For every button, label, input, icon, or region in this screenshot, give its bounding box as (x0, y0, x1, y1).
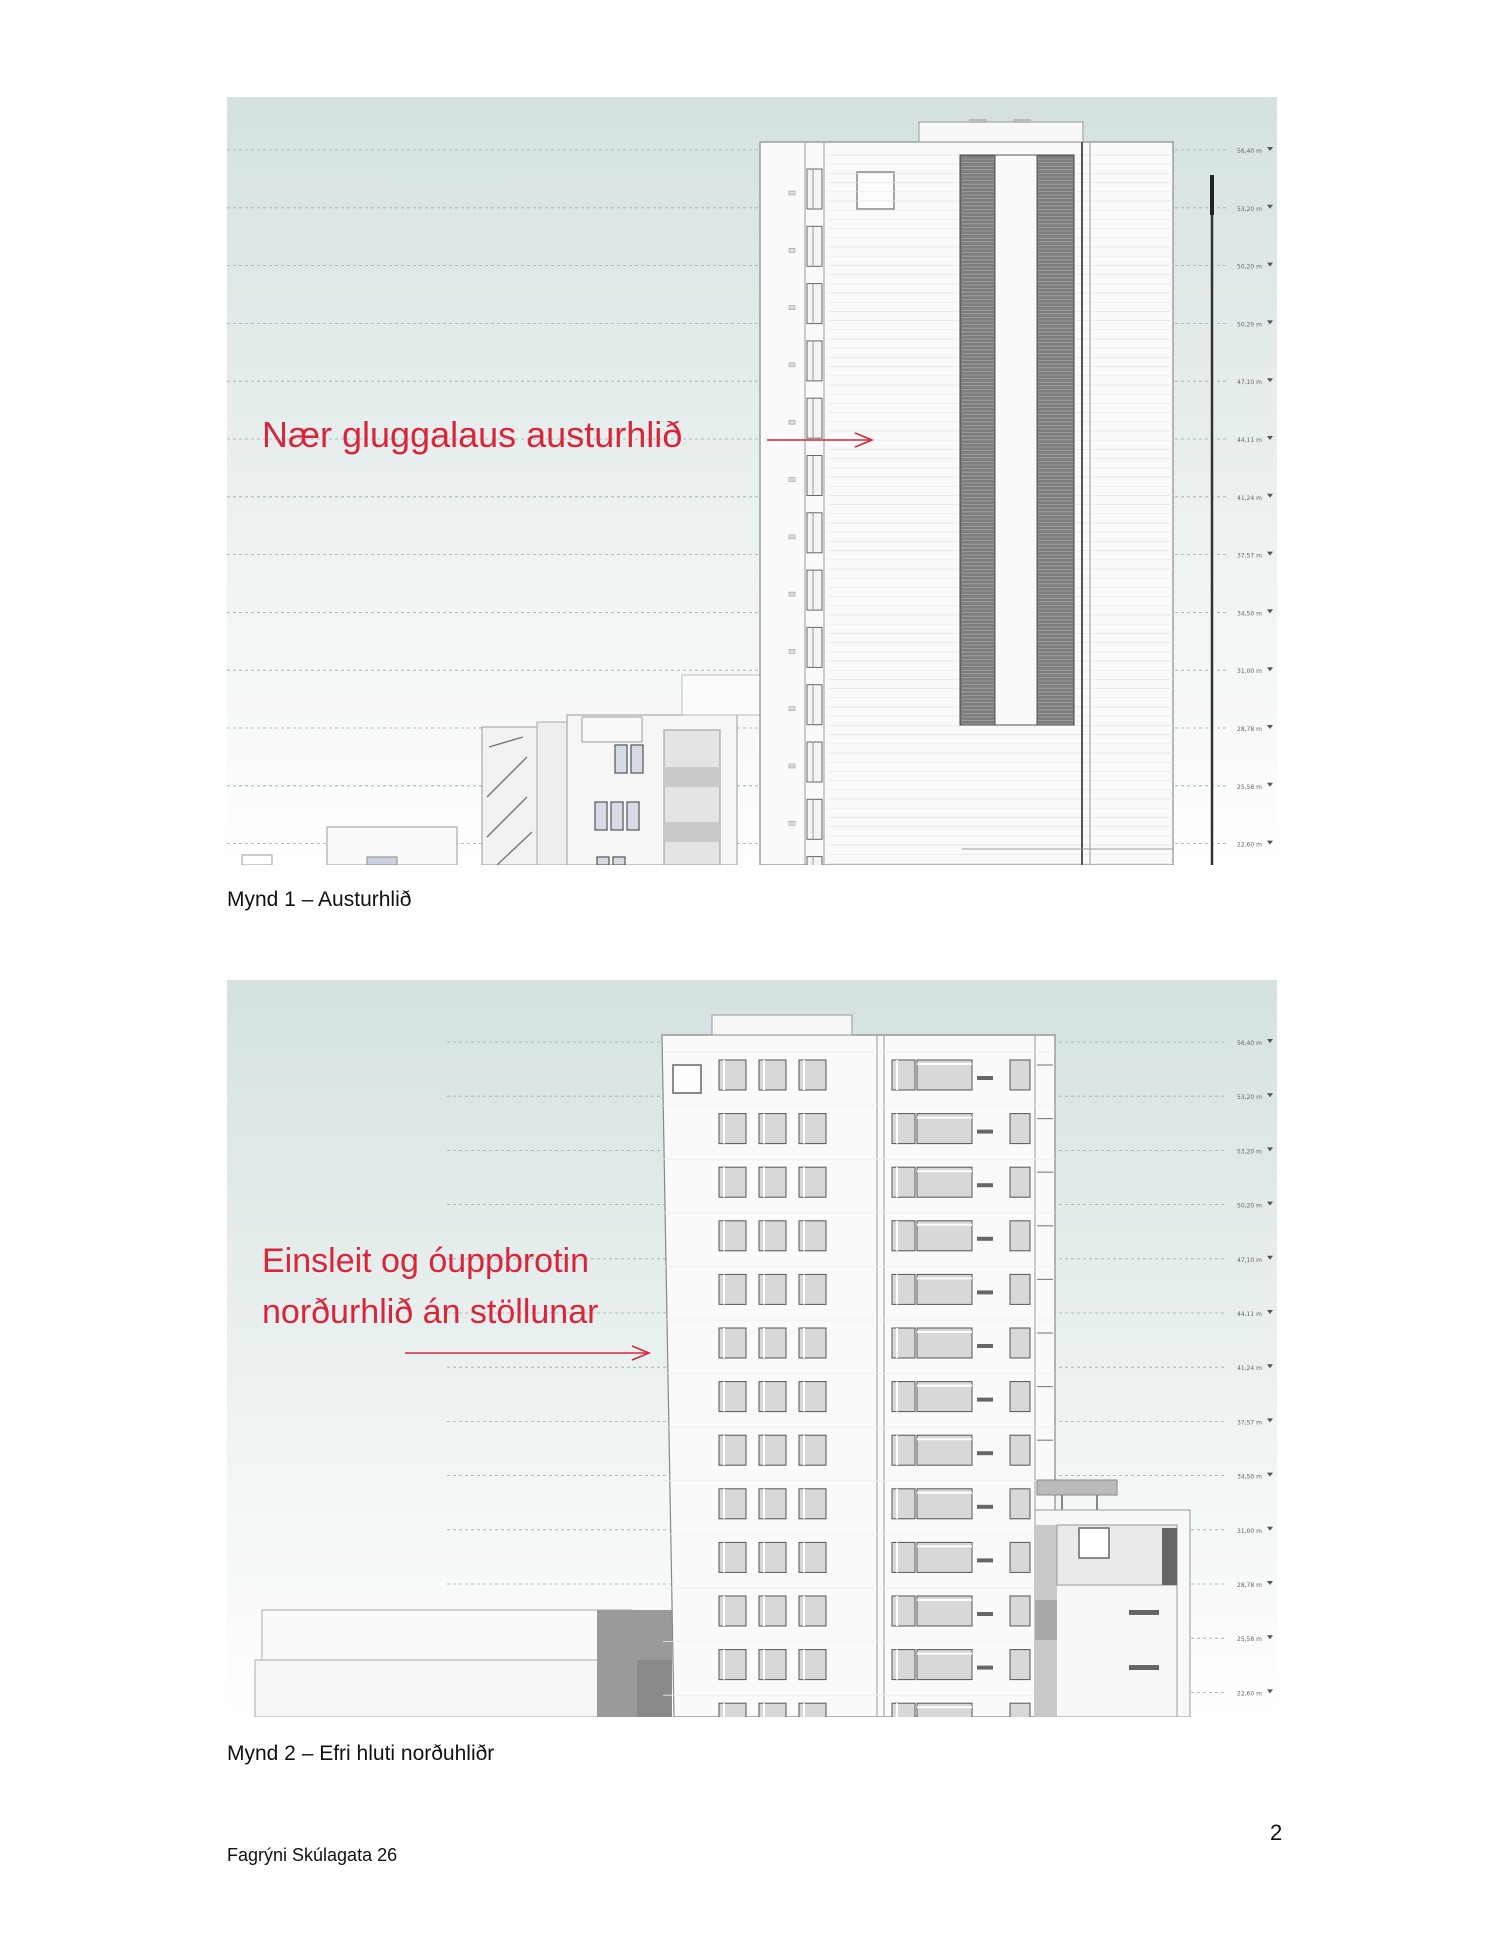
stair-tower (482, 727, 537, 865)
figure-north-facade (227, 980, 1277, 1717)
level-label: 47,10 m (1237, 379, 1262, 387)
window (892, 1489, 915, 1519)
edge-window (807, 685, 822, 725)
page-number: 2 (1270, 1820, 1283, 1845)
level-label: 34,50 m (1237, 610, 1262, 618)
window (1010, 1489, 1030, 1519)
level-label: 50,20 m (1237, 263, 1262, 271)
window (1010, 1221, 1030, 1251)
window (1010, 1435, 1030, 1465)
edge-window (807, 169, 822, 209)
edge-window (807, 627, 822, 667)
level-label: 47,10 m (1237, 1256, 1262, 1264)
figure-east-facade (227, 97, 1277, 865)
annotation-text: Einsleit og óuppbrotin (262, 1242, 590, 1280)
window (892, 1114, 915, 1144)
edge-window (807, 857, 822, 865)
level-label: 56,40 m (1237, 1040, 1262, 1047)
edge-window (807, 398, 822, 438)
window (1010, 1703, 1030, 1717)
east-facade-drawing (227, 97, 1277, 865)
level-label: 31,00 m (1237, 668, 1262, 676)
level-label: 28,78 m (1237, 1582, 1262, 1589)
level-label: 41,24 m (1237, 494, 1262, 502)
window (892, 1703, 915, 1717)
figure-1-caption: Mynd 1 – Austurhlið (227, 888, 412, 911)
level-label: 34,50 m (1237, 1473, 1262, 1481)
window (892, 1167, 915, 1197)
window (1010, 1650, 1030, 1680)
window (892, 1274, 915, 1304)
edge-window (807, 341, 822, 381)
level-label: 28,78 m (1237, 726, 1262, 733)
level-label: 25,58 m (1237, 783, 1262, 791)
window (1010, 1596, 1030, 1626)
level-label: 31,00 m (1237, 1527, 1262, 1535)
level-label: 37,57 m (1237, 1419, 1262, 1427)
level-label: 53,20 m (1237, 1148, 1262, 1156)
edge-window (807, 226, 822, 266)
window (892, 1596, 915, 1626)
window (1010, 1542, 1030, 1572)
window (1010, 1114, 1030, 1144)
vent-panel (673, 1065, 701, 1093)
window (1010, 1060, 1030, 1090)
svg-text:norðurhlið án stöllunar: norðurhlið án stöllunar (262, 1293, 599, 1331)
level-label: 41,24 m (1237, 1365, 1262, 1373)
window (892, 1060, 915, 1090)
window (892, 1328, 915, 1358)
level-label: 56,40 m (1237, 148, 1262, 155)
window (892, 1650, 915, 1680)
terrace-canopy (1037, 1480, 1117, 1495)
annotation-text: Nær gluggalaus austurhlið (262, 414, 683, 455)
level-label: 25,58 m (1237, 1636, 1262, 1644)
level-label: 22,60 m (1237, 841, 1262, 849)
window (1010, 1328, 1030, 1358)
level-label: 53,20 m (1237, 1094, 1262, 1102)
footer-title: Fagrýni Skúlagata 26 (227, 1845, 398, 1865)
level-label: 22,60 m (1237, 1690, 1262, 1698)
window (892, 1221, 915, 1251)
figure-2-caption: Mynd 2 – Efri hluti norðuhliðr (227, 1742, 495, 1765)
level-label: 50,20 m (1237, 321, 1262, 329)
window (892, 1382, 915, 1412)
edge-window (807, 742, 822, 782)
level-label: 53,20 m (1237, 205, 1262, 213)
edge-window (807, 513, 822, 553)
edge-window (807, 799, 822, 839)
level-label: 37,57 m (1237, 552, 1262, 560)
roof-structure (919, 122, 1083, 142)
window (1010, 1274, 1030, 1304)
level-label: 44,11 m (1237, 437, 1262, 444)
north-facade-drawing (227, 980, 1277, 1717)
level-label: 50,20 m (1237, 1202, 1262, 1210)
level-label: 44,11 m (1237, 1311, 1262, 1318)
edge-window (807, 456, 822, 496)
vent-panel (857, 172, 894, 209)
window (892, 1542, 915, 1572)
roof-structure (712, 1015, 852, 1035)
window (1010, 1167, 1030, 1197)
wide-window (917, 1703, 972, 1717)
edge-window (807, 570, 822, 610)
edge-window (807, 284, 822, 324)
window (892, 1435, 915, 1465)
window (1010, 1382, 1030, 1412)
